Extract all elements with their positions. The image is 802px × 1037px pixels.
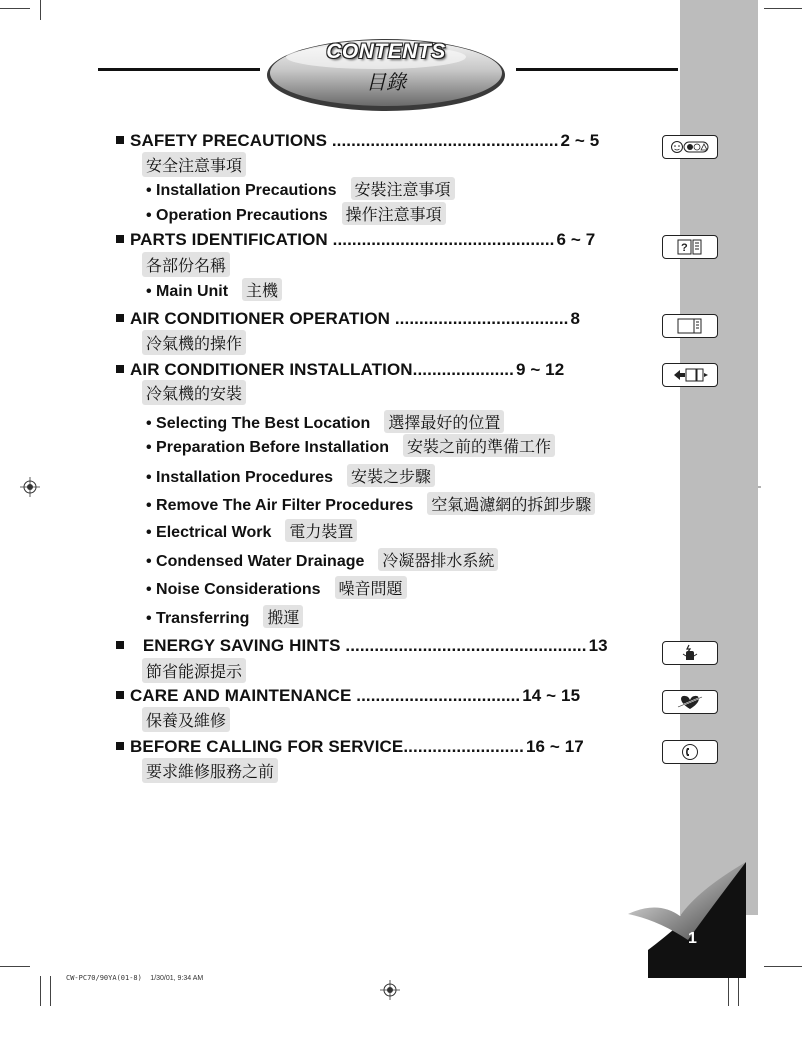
crop-mark	[40, 0, 41, 20]
care-icon	[662, 690, 718, 714]
toc-entry-zh: 節省能源提示	[142, 658, 246, 683]
crop-mark	[0, 966, 30, 967]
toc-entry-air-conditioner-installation[interactable]: AIR CONDITIONER INSTALLATION..................... 9 ~ 12	[116, 360, 564, 380]
svg-text:?: ?	[681, 242, 688, 254]
toc-entry-energy-saving-hints[interactable]: ENERGY SAVING HINTS .................................................. 13	[116, 636, 608, 656]
crop-mark	[764, 8, 802, 9]
square-bullet-icon	[116, 691, 124, 699]
toc-entry-air-conditioner-operation[interactable]: AIR CONDITIONER OPERATION .................................... 8	[116, 309, 580, 329]
toc-entry-parts-identification[interactable]: PARTS IDENTIFICATION .............................................. 6 ~ 7	[116, 230, 595, 250]
toc-entry-zh: 保養及維修	[142, 707, 230, 732]
page-curl-graphic	[628, 860, 746, 978]
registration-mark	[380, 980, 400, 1000]
toc-entry-zh: 各部份名稱	[142, 252, 230, 277]
toc-entry-care-and-maintenance[interactable]: CARE AND MAINTENANCE .................................. 14 ~ 15	[116, 686, 580, 706]
toc-sub-noise[interactable]: • Noise Considerations 噪音問題	[146, 576, 407, 599]
crop-mark	[764, 966, 802, 967]
contents-title-zh: 目錄	[366, 72, 406, 94]
header-rule-left	[98, 68, 260, 71]
toc-sub-condensed-water[interactable]: • Condensed Water Drainage 冷凝器排水系統	[146, 548, 498, 571]
installation-icon	[662, 363, 718, 387]
print-footer: CW-PC70/90YA(01-8) 1/30/01, 9:34 AM	[66, 974, 204, 982]
toc-sub-installation-procedures[interactable]: • Installation Procedures 安裝之步驟	[146, 464, 435, 487]
crop-mark	[728, 976, 729, 1006]
toc-entry-safety-precautions[interactable]: SAFETY PRECAUTIONS ............................................... 2 ~ 5	[116, 131, 599, 151]
square-bullet-icon	[116, 365, 124, 373]
toc-sub-transferring[interactable]: • Transferring 搬運	[146, 605, 303, 628]
toc-entry-zh: 要求維修服務之前	[142, 758, 278, 783]
toc-entry-zh: 冷氣機的操作	[142, 330, 246, 355]
square-bullet-icon	[116, 314, 124, 322]
toc-sub-preparation[interactable]: • Preparation Before Installation 安裝之前的準備工作	[146, 434, 555, 457]
crop-mark	[0, 8, 30, 9]
toc-entry-zh: 冷氣機的安裝	[142, 380, 246, 405]
toc-entry-before-calling-service[interactable]: BEFORE CALLING FOR SERVICE......................... 16 ~ 17	[116, 737, 584, 757]
square-bullet-icon	[116, 136, 124, 144]
operation-icon	[662, 314, 718, 338]
square-bullet-icon	[116, 641, 124, 649]
square-bullet-icon	[116, 742, 124, 750]
toc-sub-remove-filter[interactable]: • Remove The Air Filter Procedures 空氣過濾網的拆卸步驟	[146, 492, 595, 515]
toc-sub-electrical-work[interactable]: • Electrical Work 電力裝置	[146, 519, 357, 542]
toc-sub-main-unit[interactable]: • Main Unit 主機	[146, 278, 282, 301]
crop-mark	[50, 976, 51, 1006]
toc-sub-selecting-location[interactable]: • Selecting The Best Location 選擇最好的位置	[146, 410, 504, 433]
safety-icon	[662, 135, 718, 159]
toc-sub-installation-precautions[interactable]: • Installation Precautions 安裝注意事項	[146, 177, 455, 200]
crop-mark	[40, 976, 41, 1006]
page-number: 1	[688, 930, 697, 947]
service-phone-icon	[662, 740, 718, 764]
energy-icon	[662, 641, 718, 665]
crop-mark	[738, 976, 739, 1006]
toc-entry-zh: 安全注意事項	[142, 152, 246, 177]
parts-icon	[662, 235, 718, 259]
toc-sub-operation-precautions[interactable]: • Operation Precautions 操作注意事項	[146, 202, 446, 225]
registration-mark	[20, 477, 40, 497]
square-bullet-icon	[116, 235, 124, 243]
header-rule-right	[516, 68, 678, 71]
contents-title: CONTENTS	[326, 40, 446, 63]
